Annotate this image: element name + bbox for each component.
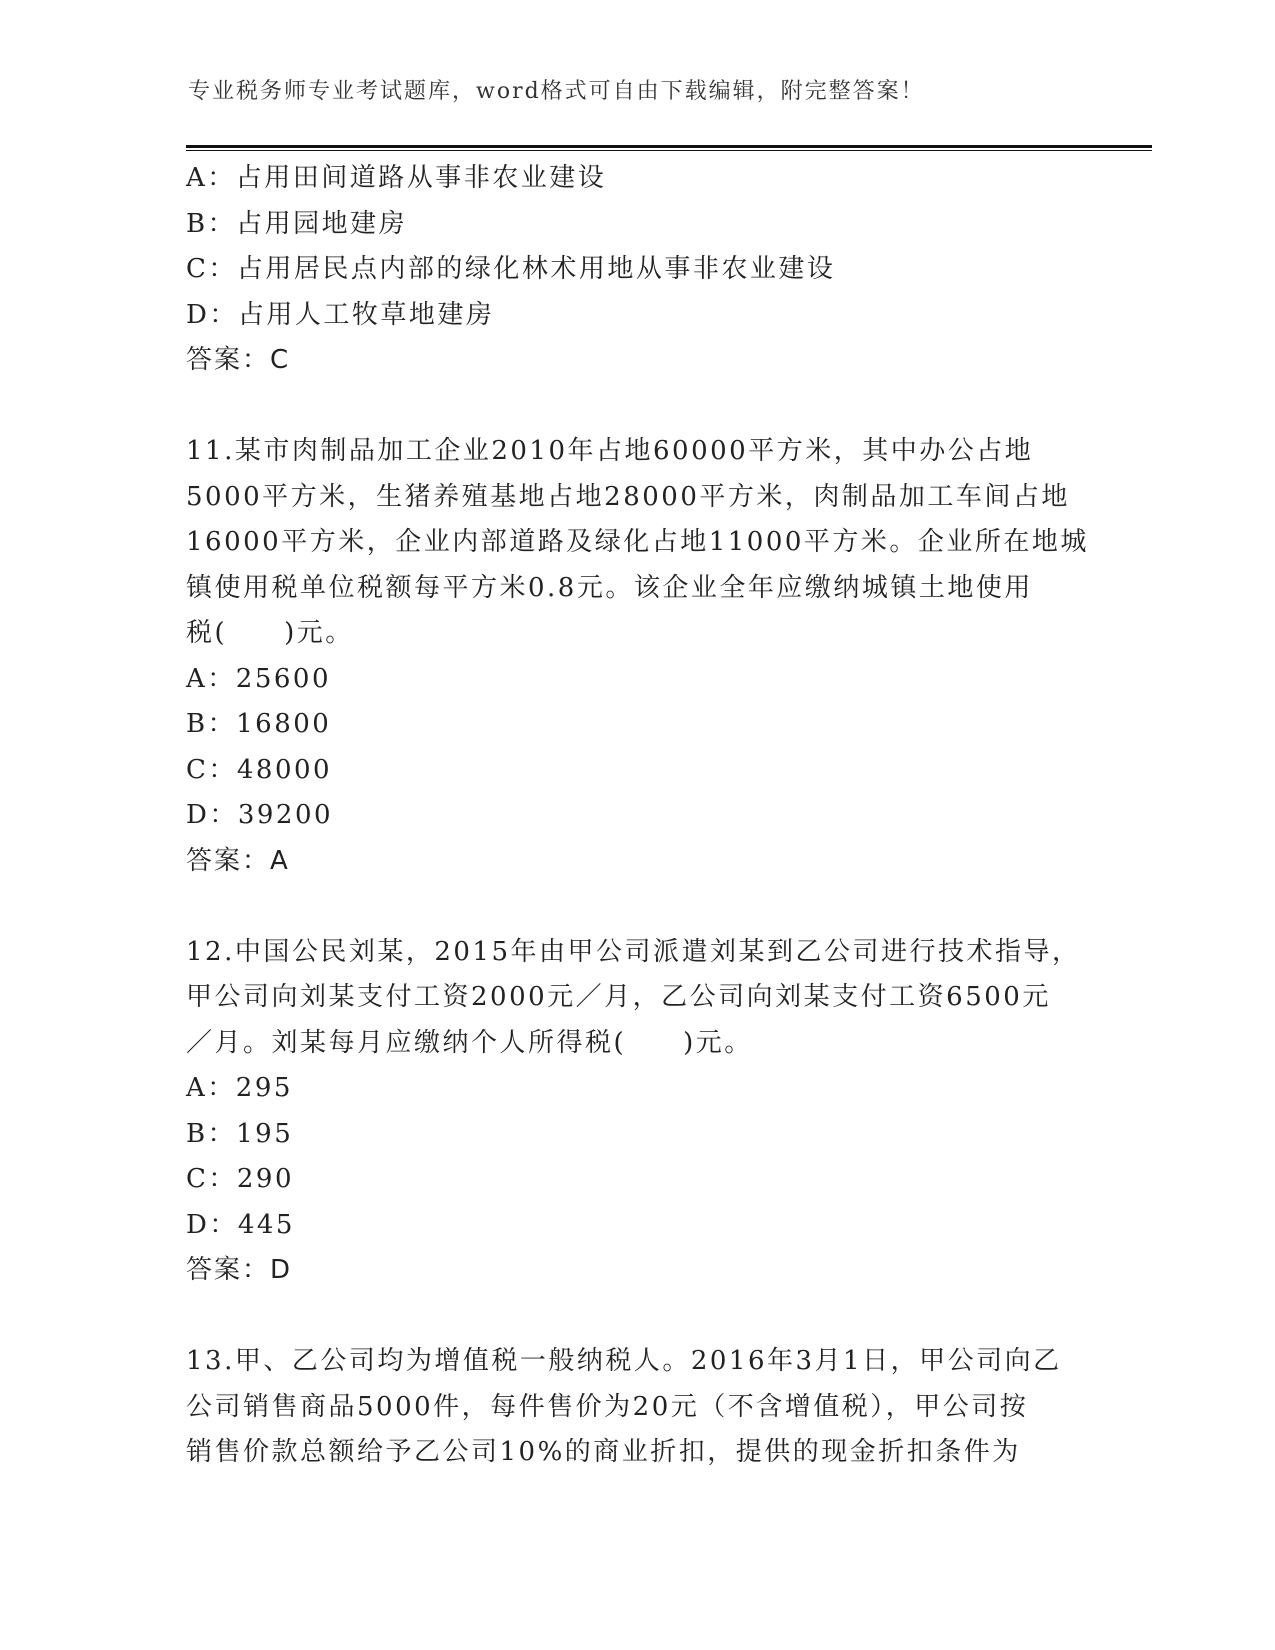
option-c: C：48000 xyxy=(186,754,333,785)
question-stem-line: ／月。刘某每月应缴纳个人所得税( )元。 xyxy=(186,1027,753,1058)
question-10 xyxy=(186,156,1086,384)
header-rule-thick xyxy=(186,145,1152,148)
question-stem-line: 销售价款总额给予乙公司10%的商业折扣，提供的现金折扣条件为 xyxy=(186,1437,1021,1467)
answer-line: 答案：C xyxy=(186,345,291,375)
question-stem-line: 11.某市肉制品加工企业2010年占地60000平方米，其中办公占地 xyxy=(186,436,1034,466)
question-stem-line: 镇使用税单位税额每平方米0.8元。该企业全年应缴纳城镇土地使用 xyxy=(186,572,1033,603)
spacer xyxy=(186,384,1086,430)
spacer xyxy=(186,884,1086,930)
question-stem-line: 12.中国公民刘某，2015年由甲公司派遣刘某到乙公司进行技术指导， xyxy=(186,936,1081,967)
question-13 xyxy=(186,1339,1086,1476)
document-body xyxy=(186,156,1089,1476)
question-12 xyxy=(186,930,1086,1294)
spacer xyxy=(186,1294,1086,1340)
option-a: A：25600 xyxy=(186,663,331,694)
question-stem-line: 公司销售商品5000件，每件售价为20元（不含增值税），甲公司按 xyxy=(186,1391,1029,1422)
question-11 xyxy=(186,429,1089,884)
option-d: D：39200 xyxy=(186,800,334,830)
option-b: B：占用园地建房 xyxy=(186,208,408,239)
header-rule-thin xyxy=(186,150,1152,151)
question-stem-line: 税( )元。 xyxy=(186,618,354,648)
question-stem-line: 13.甲、乙公司均为增值税一般纳税人。2016年3月1日，甲公司向乙 xyxy=(186,1346,1062,1376)
option-d: D：445 xyxy=(186,1209,295,1240)
option-c: C：占用居民点内部的绿化林术用地从事非农业建设 xyxy=(186,254,836,284)
option-a: A：占用田间道路从事非农业建设 xyxy=(186,163,607,193)
question-stem-line: 16000平方米，企业内部道路及绿化占地11000平方米。企业所在地城 xyxy=(186,527,1089,557)
question-stem-line: 5000平方米，生猪养殖基地占地28000平方米，肉制品加工车间占地 xyxy=(186,481,1070,512)
option-c: C：290 xyxy=(186,1164,295,1194)
option-b: B：16800 xyxy=(186,709,332,739)
option-d: D：占用人工牧草地建房 xyxy=(186,299,495,330)
option-b: B：195 xyxy=(186,1118,294,1149)
answer-line: 答案：D xyxy=(186,1255,293,1285)
page-header: 专业税务师专业考试题库，word格式可自由下载编辑，附完整答案！ xyxy=(188,79,925,104)
question-stem-line: 甲公司向刘某支付工资2000元／月，乙公司向刘某支付工资6500元 xyxy=(186,982,1051,1012)
answer-line: 答案：A xyxy=(186,845,290,876)
option-a: A：295 xyxy=(186,1073,293,1103)
